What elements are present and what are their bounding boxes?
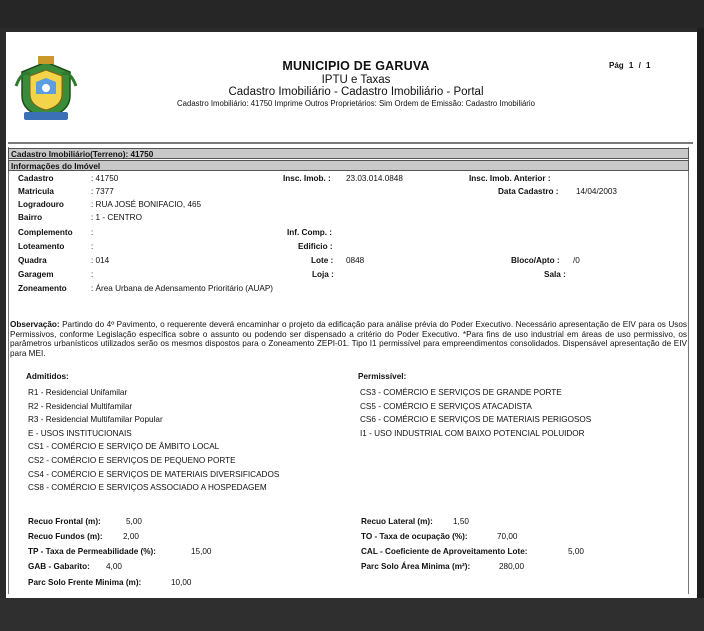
data-cadastro-label: Data Cadastro : — [498, 187, 559, 196]
section-imovel: Informações do Imóvel — [8, 160, 689, 171]
bairro-value: : 1 - CENTRO — [91, 213, 142, 222]
logradouro-label: Logradouro — [18, 200, 64, 209]
parc-area-value: 280,00 — [499, 562, 525, 571]
to-label: TO - Taxa de ocupação (%): — [361, 532, 468, 541]
loteamento-label: Loteamento — [18, 242, 65, 251]
viewer-edge — [697, 28, 704, 598]
header-text — [106, 59, 606, 108]
list-item: CS5 - COMÉRCIO E SERVIÇOS ATACADISTA — [360, 401, 532, 411]
insc-imob-label: Insc. Imob. : — [283, 174, 331, 183]
to-value: 70,00 — [497, 532, 518, 541]
edificio-label: Edificio : — [298, 242, 333, 251]
list-item: CS4 - COMÉRCIO E SERVIÇOS DE MATERIAIS DIVERSIFICADOS — [28, 469, 280, 479]
quadra-value: : 014 — [91, 256, 110, 265]
sala-label: Sala : — [544, 270, 566, 279]
quadra-label: Quadra — [18, 256, 47, 265]
report-parameters: Cadastro Imobiliário: 41750 Imprime Outros Proprietários: Sim Ordem de Emissão: Cadastro Imobiliário — [177, 99, 535, 108]
matricula-value: : 7377 — [91, 187, 114, 196]
recuo-lateral-label: Recuo Lateral (m): — [361, 517, 433, 526]
parc-frente-label: Parc Solo Frente Minima (m): — [28, 578, 142, 587]
gab-label: GAB - Gabarito: — [28, 562, 90, 571]
garagem-value: : — [91, 270, 94, 279]
observacao-block — [10, 320, 687, 358]
recuo-frontal-label: Recuo Frontal (m): — [28, 517, 101, 526]
loteamento-value: : — [91, 242, 94, 251]
matricula-label: Matricula — [18, 187, 54, 196]
section-terreno: Cadastro Imobiliário(Terreno): 41750 — [8, 148, 689, 159]
report-header — [6, 32, 697, 138]
bloco-apto-value: /0 — [573, 256, 580, 265]
observacao-text: Partindo do 4º Pavimento, o requerente deverá encaminhar o projeto da edificação para análise prévia do Poder Executivo. Necessário apresentação de EIV para os Usos Permissivos, conforme Legislação específica sobre o assunto ou podendo ser dispensado a critério do Poder Executivo. *Para fins de uso industrial em áreas de uso permissivo, os parâmetros urbanísticos utilizados serão os mesmos dispostos para o Zoneamento ZEPI-01. Tipo I1 permissível para empreendimentos consolidados. Dispensável apresentação de EIV para MEI. — [10, 320, 687, 358]
garagem-label: Garagem — [18, 270, 54, 279]
list-item: CS6 - COMÉRCIO E SERVIÇOS DE MATERIAIS PERIGOSOS — [360, 415, 592, 425]
loja-label: Loja : — [312, 270, 334, 279]
recuo-fundos-value: 2,00 — [123, 532, 139, 541]
complemento-value: : — [91, 228, 94, 237]
bloco-apto-label: Bloco/Apto : — [511, 256, 560, 265]
bottom-dark-bar — [0, 598, 704, 631]
admitidos-list — [28, 386, 279, 495]
lote-label: Lote : — [311, 256, 334, 265]
list-item: R3 - Residencial Multifamilar Popular — [28, 415, 163, 425]
admitidos-label: Admitidos: — [26, 372, 69, 381]
bairro-label: Bairro — [18, 213, 43, 222]
list-item: CS8 - COMÉRCIO E SERVIÇOS ASSOCIADO A HOSPEDAGEM — [28, 483, 267, 493]
header-divider — [8, 142, 693, 144]
data-cadastro-value: 14/04/2003 — [576, 187, 617, 196]
inf-comp-label: Inf. Comp. : — [287, 228, 333, 237]
recuo-fundos-label: Recuo Fundos (m): — [28, 532, 103, 541]
tp-label: TP - Taxa de Permeabilidade (%): — [28, 547, 157, 556]
list-item: E - USOS INSTITUCIONAIS — [28, 428, 132, 438]
report-name: Cadastro Imobiliário - Cadastro Imobiliário - Portal — [228, 86, 484, 98]
insc-imob-value: 23.03.014.0848 — [346, 174, 403, 183]
cadastro-label: Cadastro — [18, 174, 54, 183]
top-dark-bar — [0, 0, 704, 28]
list-item: R2 - Residencial Multifamilar — [28, 401, 133, 411]
zoneamento-label: Zoneamento — [18, 284, 67, 293]
parc-area-label: Parc Solo Área Minima (m²): — [361, 562, 471, 571]
municipal-crest-icon — [14, 52, 78, 124]
cal-value: 5,00 — [568, 547, 584, 556]
list-item: CS3 - COMÉRCIO E SERVIÇOS DE GRANDE PORTE — [360, 388, 562, 397]
list-item: CS2 - COMÉRCIO E SERVIÇOS DE PEQUENO PORTE — [28, 455, 236, 465]
permissivel-label: Permissível: — [358, 372, 407, 381]
gab-value: 4,00 — [106, 562, 122, 571]
cal-label: CAL - Coeficiente de Aproveitamento Lote: — [361, 547, 528, 556]
list-item: CS1 - COMÉRCIO E SERVIÇO DE ÂMBITO LOCAL — [28, 442, 220, 452]
recuo-frontal-value: 5,00 — [126, 517, 142, 526]
zoneamento-value: : Área Urbana de Adensamento Prioritário (AUAP) — [91, 284, 274, 293]
insc-imob-anterior-label: Insc. Imob. Anterior : — [469, 174, 551, 183]
recuo-lateral-value: 1,50 — [453, 517, 469, 526]
tp-value: 15,00 — [191, 547, 212, 556]
list-item: R1 - Residencial Unifamilar — [28, 388, 128, 397]
parc-frente-value: 10,00 — [171, 578, 192, 587]
report-subtitle: IPTU e Taxas — [321, 74, 391, 86]
permissivel-list — [360, 386, 591, 440]
cadastro-value: : 41750 — [91, 174, 119, 183]
municipality-title: MUNICIPIO DE GARUVA — [282, 59, 430, 73]
complemento-label: Complemento — [18, 228, 73, 237]
observacao-label: Observação: — [10, 320, 60, 329]
logradouro-value: : RUA JOSÉ BONIFACIO, 465 — [91, 200, 202, 209]
page-number: Pág 1 / 1 — [609, 61, 651, 70]
list-item: I1 - USO INDUSTRIAL COM BAIXO POTENCIAL POLUIDOR — [360, 428, 585, 438]
lote-value: 0848 — [346, 256, 365, 265]
